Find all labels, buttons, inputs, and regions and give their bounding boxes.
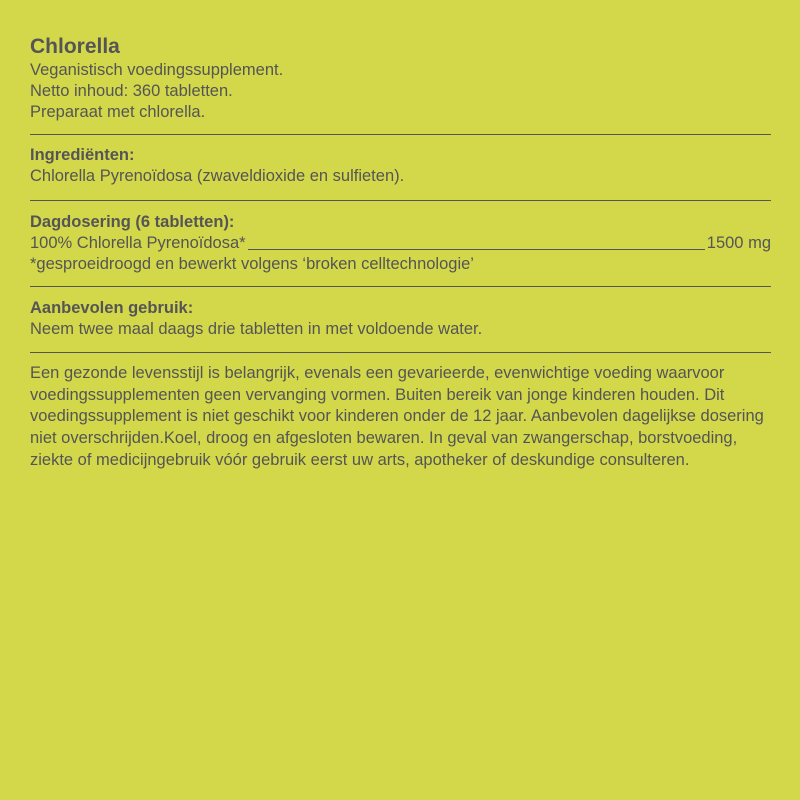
divider <box>30 200 771 201</box>
dosage-footnote: *gesproeidroogd en bewerkt volgens ‘broken celltechnologie’ <box>30 255 474 273</box>
dosage-heading: Dagdosering (6 tabletten): <box>30 213 235 231</box>
usage-heading: Aanbevolen gebruik: <box>30 299 194 317</box>
net-content: Netto inhoud: 360 tabletten. <box>30 82 233 100</box>
product-description: Veganistisch voedingssupplement. <box>30 61 284 79</box>
dosage-row <box>30 233 771 254</box>
dosage-leader-line <box>248 249 705 250</box>
product-title: Chlorella <box>30 35 120 58</box>
divider <box>30 352 771 353</box>
divider <box>30 134 771 135</box>
divider <box>30 286 771 287</box>
label-content <box>30 34 771 472</box>
dosage-item-name: 100% Chlorella Pyrenoïdosa* <box>30 234 246 252</box>
ingredients-heading: Ingrediënten: <box>30 146 135 164</box>
warning-text: Een gezonde levensstijl is belangrijk, evenals een gevarieerde, evenwichtige voeding waarvoor voedingssupplementen geen vervanging vormen. Buiten bereik van jonge kinderen houden. Dit voedingssupplement is niet geschikt voor kinderen onder de 12 jaar. Aanbevolen dagelijkse dosering niet overschrijden.Koel, droog en afgesloten bewaren. In geval van zwangerschap, borstvoeding, ziekte of medicijngebruik vóór gebruik eerst uw arts, apotheker of deskundige consulteren. <box>30 364 764 469</box>
dosage-item-amount: 1500 mg <box>706 234 771 252</box>
preparation-note: Preparaat met chlorella. <box>30 103 206 121</box>
usage-text: Neem twee maal daags drie tabletten in met voldoende water. <box>30 320 483 338</box>
ingredients-text: Chlorella Pyrenoïdosa (zwaveldioxide en sulfieten). <box>30 167 405 185</box>
